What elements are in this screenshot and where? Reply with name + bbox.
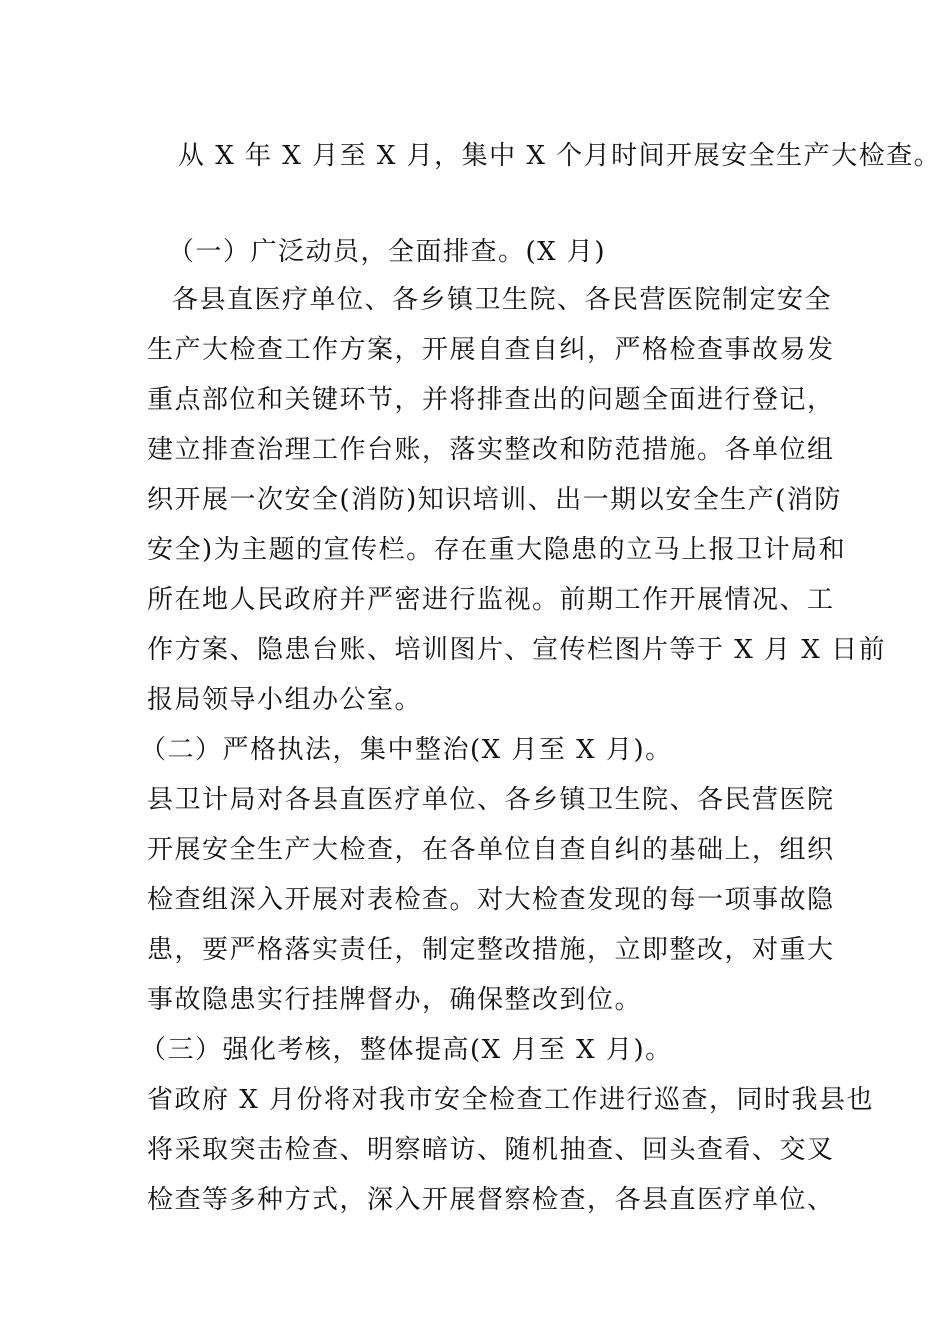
section-2-line: 县卫计局对各县直医疗单位、各乡镇卫生院、各民营医院 <box>147 785 835 815</box>
section-3-line: 省政府 X 月份将对我市安全检查工作进行巡查，同时我县也 <box>147 1085 875 1115</box>
section-1-heading: （一）广泛动员，全面排查。(X 月) <box>168 237 607 267</box>
section-2-line: 开展安全生产大检查，在各单位自查自纠的基础上，组织 <box>147 835 835 865</box>
section-3-line: 检查等多种方式，深入开展督察检查，各县直医疗单位、 <box>147 1185 835 1215</box>
section-3-heading: （三）强化考核，整体提高(X 月至 X 月)。 <box>140 1035 673 1065</box>
section-2-line: 患，要严格落实责任，制定整改措施，立即整改，对重大 <box>147 935 835 965</box>
section-2-line: 事故隐患实行挂牌督办，确保整改到位。 <box>147 985 643 1015</box>
intro-paragraph: 从 X 年 X 月至 X 月，集中 X 个月时间开展安全生产大检查。 <box>178 141 942 171</box>
section-1-line: 生产大检查工作方案，开展自查自纠，严格检查事故易发 <box>147 335 835 365</box>
section-3-line: 将采取突击检查、明察暗访、随机抽查、回头查看、交叉 <box>147 1135 835 1165</box>
section-1-line: 织开展一次安全(消防)知识培训、出一期以安全生产(消防 <box>147 485 842 515</box>
section-2-line: 检查组深入开展对表检查。对大检查发现的每一项事故隐 <box>147 885 835 915</box>
section-2-heading: （二）严格执法，集中整治(X 月至 X 月)。 <box>140 735 673 765</box>
section-1-line: 作方案、隐患台账、培训图片、宣传栏图片等于 X 月 X 日前 <box>147 635 887 665</box>
section-1-line: 建立排查治理工作台账，落实整改和防范措施。各单位组 <box>147 435 835 465</box>
section-1-line: 所在地人民政府并严密进行监视。前期工作开展情况、工 <box>147 585 835 615</box>
section-1-line: 重点部位和关键环节，并将排查出的问题全面进行登记， <box>147 385 835 415</box>
section-1-line: 报局领导小组办公室。 <box>147 685 423 715</box>
section-1-line: 各县直医疗单位、各乡镇卫生院、各民营医院制定安全 <box>172 285 833 315</box>
section-1-line: 安全)为主题的宣传栏。存在重大隐患的立马上报卫计局和 <box>147 535 847 565</box>
